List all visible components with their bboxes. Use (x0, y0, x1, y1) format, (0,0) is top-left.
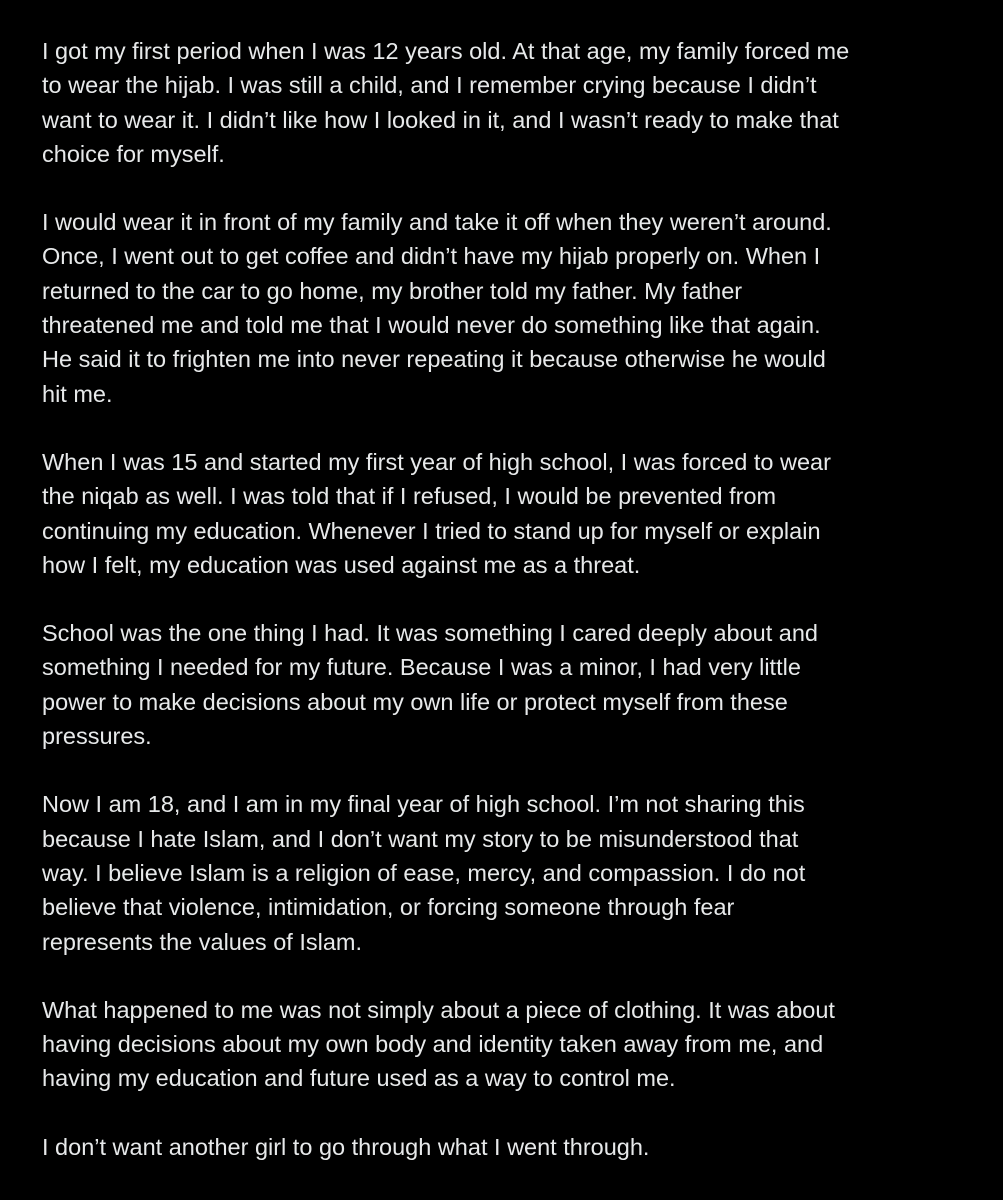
text-line: returned to the car to go home, my brother told my father. My father (42, 277, 743, 304)
text-line: having decisions about my own body and identity taken away from me, and (42, 1031, 824, 1058)
text-line: hit me. (42, 380, 113, 407)
text-line: choice for myself. (42, 140, 225, 167)
text-line: how I felt, my education was used against me as a threat. (42, 551, 641, 578)
paragraph-1 (42, 34, 973, 171)
text-line: pressures. (42, 723, 152, 750)
text-line: way. I believe Islam is a religion of ease, mercy, and compassion. I do not (42, 859, 806, 886)
text-line: School was the one thing I had. It was something I cared deeply about and (42, 620, 819, 647)
text-line: power to make decisions about my own life or protect myself from these (42, 688, 788, 715)
text-line: continuing my education. Whenever I tried to stand up for myself or explain (42, 517, 821, 544)
text-line: What happened to me was not simply about a piece of clothing. It was about (42, 996, 835, 1023)
paragraph-4 (42, 616, 973, 753)
paragraph-3 (42, 445, 973, 582)
text-line: Once, I went out to get coffee and didn’t have my hijab properly on. When I (42, 243, 821, 270)
text-line: I would wear it in front of my family and take it off when they weren’t around. (42, 209, 832, 236)
paragraph-7 (42, 1130, 973, 1164)
text-line: When I was 15 and started my first year of high school, I was forced to wear (42, 448, 831, 475)
text-line: to wear the hijab. I was still a child, and I remember crying because I didn’t (42, 72, 817, 99)
text-line: want to wear it. I didn’t like how I looked in it, and I wasn’t ready to make that (42, 106, 839, 133)
text-line: having my education and future used as a way to control me. (42, 1065, 676, 1092)
paragraph-5 (42, 787, 973, 958)
text-line: represents the values of Islam. (42, 928, 363, 955)
text-line: something I needed for my future. Because I was a minor, I had very little (42, 654, 801, 681)
paragraph-2 (42, 205, 973, 411)
paragraph-6 (42, 993, 973, 1096)
text-line: the niqab as well. I was told that if I refused, I would be prevented from (42, 483, 777, 510)
text-line: because I hate Islam, and I don’t want my story to be misunderstood that (42, 825, 799, 852)
text-line: He said it to frighten me into never repeating it because otherwise he would (42, 346, 826, 373)
text-line: I got my first period when I was 12 years old. At that age, my family forced me (42, 38, 850, 64)
text-line: threatened me and told me that I would never do something like that again. (42, 312, 821, 339)
text-line: Now I am 18, and I am in my final year of high school. I’m not sharing this (42, 791, 805, 818)
text-line: I don’t want another girl to go through what I went through. (42, 1133, 650, 1160)
text-line: believe that violence, intimidation, or forcing someone through fear (42, 894, 735, 921)
